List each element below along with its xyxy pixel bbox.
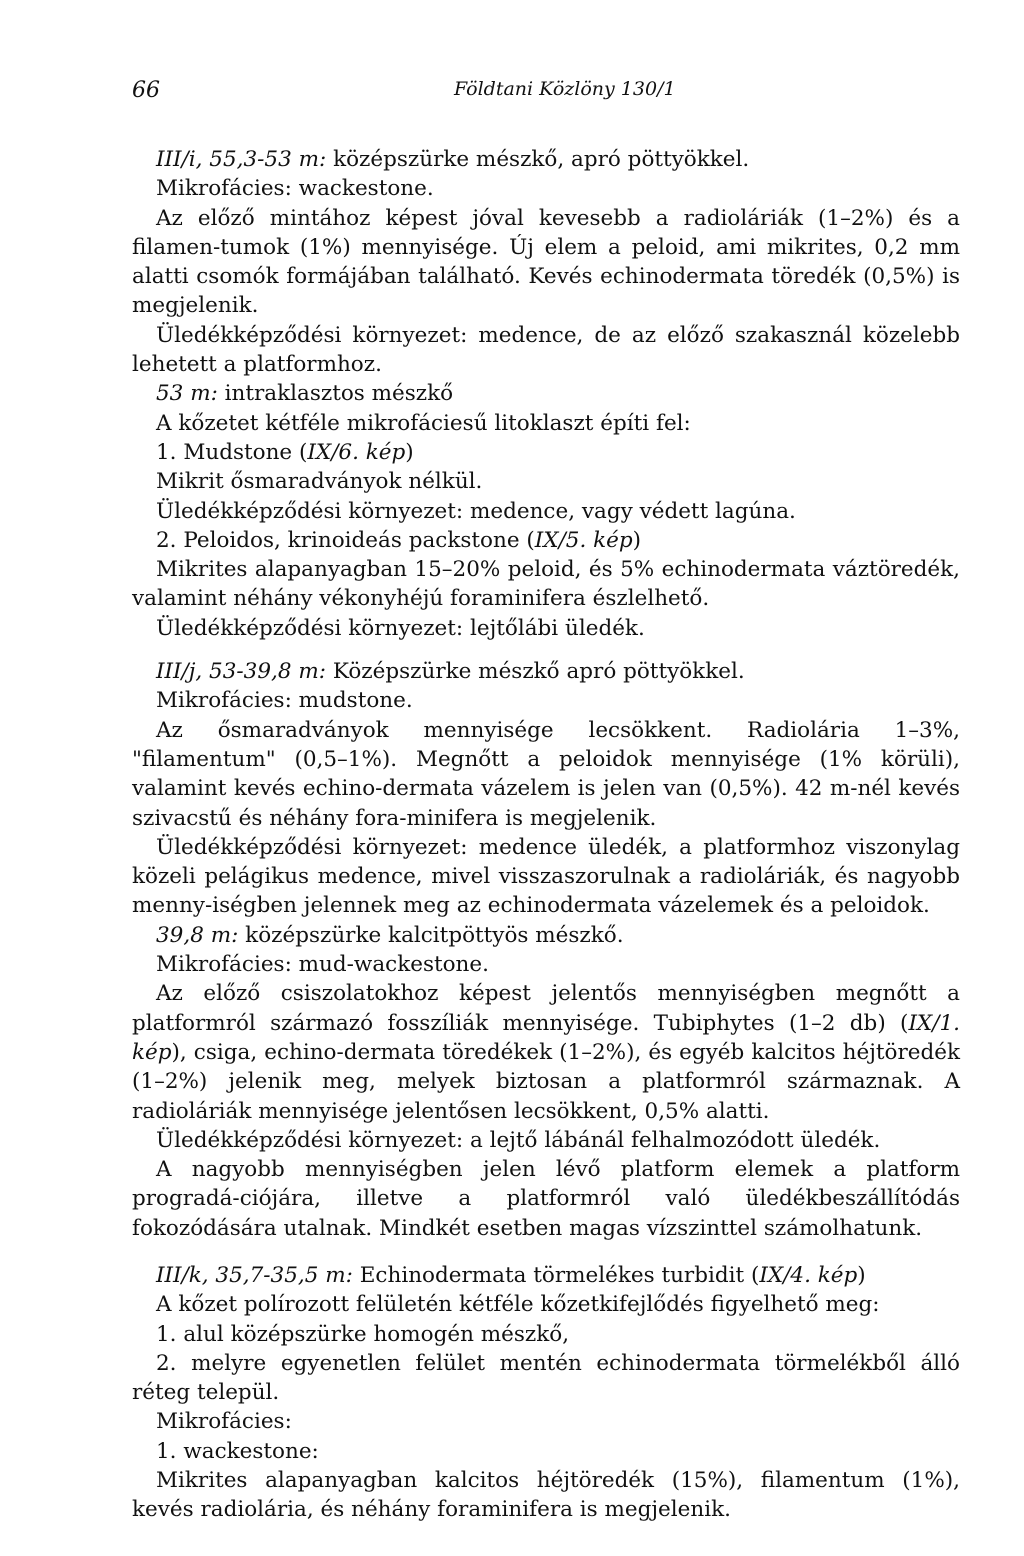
list-item-text-end: ) <box>632 527 642 553</box>
journal-title: Földtani Közlöny 130/1 <box>454 78 676 100</box>
section-title: középszürke mészkő, apró pöttyökkel. <box>326 147 750 172</box>
microfacies-line: Mikrofácies: <box>156 1409 292 1435</box>
section-label: III/i, 55,3-53 m: <box>156 147 327 172</box>
environment-paragraph: Üledékképződési környezet: a lejtő lábánál felhalmozódott üledék. <box>156 1127 881 1153</box>
environment-paragraph: Üledékképződési környezet: medence, de az előző szakasznál közelebb lehetett a platformhoz. <box>132 322 960 378</box>
environment-paragraph: Üledékképződési környezet: medence, vagy védett lagúna. <box>156 498 796 524</box>
paragraph: Az előző mintához képest jóval kevesebb a radioláriák (1–2%) és a filamen-tumok (1%) mennyisége. Új elem a peloid, ami mikrites, 0,2 mm alatti csomók formájában található. Kevés echinodermata töredék (0,5%) is megjelenik. <box>132 205 960 319</box>
article-body <box>132 145 960 1525</box>
subsection-title: intraklasztos mészkő <box>217 381 454 407</box>
figure-reference: IX/5. kép <box>534 527 633 553</box>
paragraph: A nagyobb mennyiségben jelen lévő platform elemek a platform progradá-ciójára, illetve a platformról való üledékbeszállítódás fokozódására utalnak. Mindkét esetben magas vízszinttel számolhatunk. <box>132 1157 960 1241</box>
list-item-text: 1. Mudstone ( <box>156 439 308 465</box>
figure-reference: IX/6. kép <box>307 439 406 465</box>
list-item: 2. melyre egyenetlen felület mentén echinodermata törmelékből álló réteg települ. <box>132 1350 960 1406</box>
list-item: 1. alul középszürke homogén mészkő, <box>156 1321 570 1347</box>
list-item-text: 2. Peloidos, krinoideás packstone ( <box>156 527 535 553</box>
paragraph: Az ősmaradványok mennyisége lecsökkent. Radiolária 1–3%, "filamentum" (0,5–1%). Megnőtt a peloidok mennyisége (1% körüli), valamint kevés echino-dermata vázelem is jelen van (0,5%). 42 m-nél kevés szivacstű és néhány fora-minifera is megjelenik. <box>132 717 960 831</box>
environment-paragraph: Üledékképződési környezet: medence üledék, a platformhoz viszonylag közeli pelágikus medence, mivel visszaszorulnak a radioláriák, és nagyobb menny-iségben jelennek meg az echinodermata vázelemek és a peloidok. <box>132 834 960 919</box>
page-number: 66 <box>132 78 160 103</box>
paragraph: Mikrites alapanyagban kalcitos héjtöredék (15%), filamentum (1%), kevés radiolária, és néhány foraminifera is megjelenik. <box>132 1468 960 1523</box>
paragraph: A kőzet polírozott felületén kétféle kőzetkifejlődés figyelhető meg: <box>156 1292 880 1318</box>
subsection-title: középszürke kalcitpöttyös mészkő. <box>238 922 624 948</box>
microfacies-line: Mikrofácies: wackestone. <box>156 176 434 202</box>
list-item-text-end: ) <box>405 439 414 465</box>
section-label: III/j, 53-39,8 m: <box>156 659 327 685</box>
subsection-heading <box>132 921 960 950</box>
section-title: Középszürke mészkő apró pöttyökkel. <box>326 659 745 685</box>
figure-reference: IX/4. kép <box>759 1262 858 1288</box>
page-header <box>132 70 962 110</box>
paragraph: A kőzetet kétféle mikrofáciesű litoklaszt építi fel: <box>156 410 691 436</box>
section-heading-iii-j <box>132 657 960 686</box>
list-item <box>132 526 960 555</box>
section-heading-iii-k <box>132 1261 960 1290</box>
section-title: Echinodermata törmelékes turbidit ( <box>352 1262 760 1288</box>
paragraph <box>132 979 960 1125</box>
paragraph: Mikrites alapanyagban 15–20% peloid, és 5% echinodermata váztöredék, valamint néhány vékonyhéjú foraminifera észlelhető. <box>132 557 960 612</box>
figure-reference: IX/1. kép <box>132 1010 960 1065</box>
list-item <box>132 438 960 467</box>
list-item: 1. wackestone: <box>156 1438 319 1464</box>
subsection-label: 53 m: <box>156 381 218 407</box>
paragraph-text: Az előző csiszolatokhoz képest jelentős mennyiségben megnőtt a platformról származó fosszíliák mennyisége. Tubiphytes (1–2 db) ( <box>132 981 960 1036</box>
paragraph: Mikrit ősmaradványok nélkül. <box>156 469 483 495</box>
section-title-end: ) <box>857 1262 866 1288</box>
section-label: III/k, 35,7-35,5 m: <box>156 1262 353 1288</box>
microfacies-line: Mikrofácies: mud-wackestone. <box>156 952 489 978</box>
subsection-heading <box>132 379 960 408</box>
microfacies-line: Mikrofácies: mudstone. <box>156 688 413 714</box>
section-heading-iii-i <box>132 145 960 174</box>
paragraph-text: ), csiga, echino-dermata töredékek (1–2%), és egyéb kalcitos héjtöredék (1–2%) jelenik meg, melyek biztosan a platformról származnak. A radioláriák mennyisége jelentősen lecsökkent, 0,5% alatti. <box>132 1039 960 1124</box>
subsection-label: 39,8 m: <box>156 922 239 948</box>
environment-paragraph: Üledékképződési környezet: lejtőlábi üledék. <box>156 615 645 641</box>
